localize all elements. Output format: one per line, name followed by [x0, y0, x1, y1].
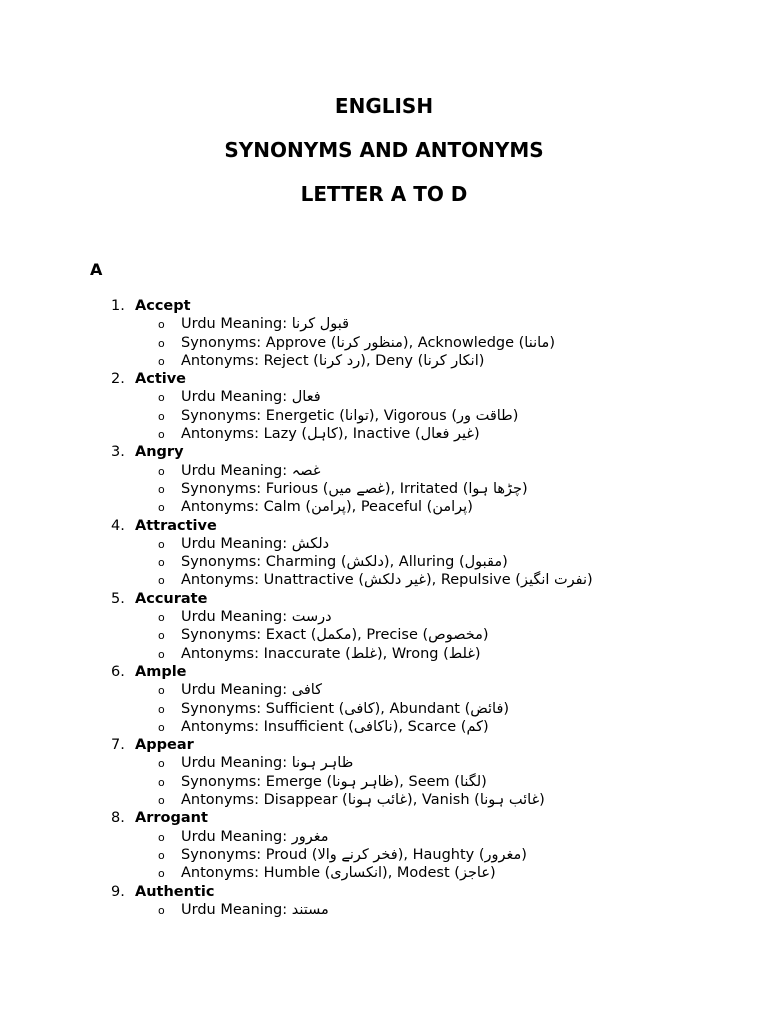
word-list: [0, 297, 768, 919]
word-detail-item: [0, 791, 768, 809]
detail-value: ظاہر ہونا: [291, 755, 354, 772]
circle-bullet-icon: o: [158, 702, 165, 716]
word-detail-text: [181, 352, 484, 370]
word-detail-item: [0, 846, 768, 864]
word-entry: [0, 297, 768, 370]
word-detail-text: [181, 645, 481, 663]
detail-label: Urdu Meaning:: [181, 462, 288, 479]
document-range: LETTER A TO D: [300, 182, 468, 206]
word-detail-text: [181, 498, 473, 516]
word-number: 2.: [111, 371, 125, 388]
detail-label: Antonyms:: [181, 865, 260, 882]
circle-bullet-icon: o: [158, 903, 165, 917]
word-detail-text: [181, 754, 353, 772]
circle-bullet-icon: o: [158, 556, 165, 570]
word-term: Appear: [135, 737, 194, 754]
detail-value: درست: [291, 609, 332, 626]
detail-label: Synonyms:: [181, 407, 262, 424]
word-detail-text: [181, 315, 349, 333]
circle-bullet-icon: o: [158, 482, 165, 496]
word-detail-item: [0, 388, 768, 406]
circle-bullet-icon: o: [158, 830, 165, 844]
word-detail-item: [0, 571, 768, 589]
detail-value: Emerge (ظاہر ہونا), Seem (لگنا): [265, 773, 487, 790]
detail-value: Furious (غصے میں), Irritated (چڑھا ہوا): [265, 480, 528, 497]
word-entry: [0, 809, 768, 882]
word-detail-item: [0, 352, 768, 370]
word-entry: [0, 590, 768, 663]
word-entry: [0, 736, 768, 809]
detail-label: Synonyms:: [181, 480, 262, 497]
circle-bullet-icon: o: [158, 391, 165, 405]
word-detail-text: [181, 388, 321, 406]
word-detail-text: [181, 462, 320, 480]
word-term: Angry: [135, 444, 184, 461]
word-detail-item: [0, 535, 768, 553]
word-detail-text: [181, 791, 545, 809]
detail-label: Synonyms:: [181, 334, 262, 351]
detail-value: Lazy (کاہل), Inactive (غیر فعال): [263, 426, 480, 443]
word-detail-item: [0, 700, 768, 718]
word-number: 4.: [111, 517, 125, 534]
word-term: Authentic: [135, 883, 215, 900]
word-detail-item: [0, 334, 768, 352]
word-detail-list: [0, 901, 768, 919]
word-detail-list: [0, 315, 768, 370]
word-heading-row: [0, 883, 768, 901]
circle-bullet-icon: o: [158, 501, 165, 515]
circle-bullet-icon: o: [158, 537, 165, 551]
word-heading-row: [0, 663, 768, 681]
circle-bullet-icon: o: [158, 720, 165, 734]
detail-label: Antonyms:: [181, 426, 260, 443]
detail-label: Urdu Meaning:: [181, 755, 288, 772]
word-entry: [0, 663, 768, 736]
detail-value: غصہ: [291, 462, 321, 479]
word-detail-item: [0, 553, 768, 571]
detail-value: Charming (دلکش), Alluring (مقبول): [265, 554, 508, 571]
detail-value: Proud (فخر کرنے والا), Haughty (مغرور): [265, 846, 527, 863]
detail-label: Antonyms:: [181, 792, 260, 809]
detail-label: Urdu Meaning:: [181, 682, 288, 699]
word-term: Accept: [135, 298, 191, 314]
word-detail-list: [0, 388, 768, 443]
word-detail-item: [0, 407, 768, 425]
word-detail-item: [0, 773, 768, 791]
word-detail-text: [181, 407, 518, 425]
word-detail-text: [181, 535, 329, 553]
word-detail-item: [0, 425, 768, 443]
word-number: 9.: [111, 883, 125, 900]
detail-value: Inaccurate (غلط), Wrong (غلط): [263, 645, 481, 662]
word-detail-text: [181, 571, 593, 589]
detail-value: Insufficient (ناکافی), Scarce (کم): [263, 718, 489, 735]
circle-bullet-icon: o: [158, 794, 165, 808]
word-detail-item: [0, 645, 768, 663]
word-detail-list: [0, 535, 768, 590]
detail-label: Antonyms:: [181, 572, 260, 589]
word-detail-text: [181, 864, 496, 882]
word-detail-text: [181, 846, 527, 864]
detail-value: Sufficient (کافی), Abundant (فائض): [265, 700, 510, 717]
word-entry: [0, 517, 768, 590]
word-term: Ample: [135, 663, 187, 680]
word-heading-row: [0, 809, 768, 827]
word-detail-item: [0, 864, 768, 882]
detail-value: کافی: [291, 682, 323, 699]
detail-value: مستند: [291, 901, 329, 918]
document-subtitle: SYNONYMS AND ANTONYMS: [224, 138, 544, 162]
word-heading-row: [0, 370, 768, 388]
word-detail-list: [0, 462, 768, 517]
word-heading-row: [0, 517, 768, 535]
word-detail-text: [181, 626, 489, 644]
document-title: ENGLISH: [334, 94, 434, 118]
detail-value: فعال: [291, 389, 321, 406]
word-detail-list: [0, 828, 768, 883]
word-detail-item: [0, 315, 768, 333]
word-heading-row: [0, 590, 768, 608]
circle-bullet-icon: o: [158, 867, 165, 881]
word-term: Accurate: [135, 590, 208, 607]
word-detail-text: [181, 681, 322, 699]
detail-label: Synonyms:: [181, 627, 262, 644]
word-detail-item: [0, 608, 768, 626]
detail-value: Approve (منظور کرنا), Acknowledge (ماننا): [265, 334, 555, 351]
word-heading-row: [0, 736, 768, 754]
word-detail-item: [0, 754, 768, 772]
word-entry: [0, 443, 768, 516]
detail-label: Synonyms:: [181, 554, 262, 571]
detail-label: Urdu Meaning:: [181, 609, 288, 626]
word-detail-item: [0, 498, 768, 516]
detail-label: Synonyms:: [181, 846, 262, 863]
detail-value: Disappear (غائب ہونا), Vanish (غائب ہونا): [263, 792, 545, 809]
word-detail-text: [181, 608, 332, 626]
word-detail-list: [0, 681, 768, 736]
detail-value: قبول کرنا: [291, 316, 350, 333]
word-term: Attractive: [135, 517, 217, 534]
word-detail-text: [181, 700, 509, 718]
detail-label: Antonyms:: [181, 499, 260, 516]
circle-bullet-icon: o: [158, 409, 165, 423]
detail-value: Unattractive (غیر دلکش), Repulsive (نفرت انگیز): [263, 572, 593, 589]
circle-bullet-icon: o: [158, 684, 165, 698]
word-number: 6.: [111, 663, 125, 680]
detail-label: Urdu Meaning:: [181, 316, 288, 333]
circle-bullet-icon: o: [158, 464, 165, 478]
word-detail-text: [181, 334, 555, 352]
word-detail-text: [181, 773, 487, 791]
circle-bullet-icon: o: [158, 318, 165, 332]
word-heading-row: [0, 297, 768, 315]
detail-label: Urdu Meaning:: [181, 389, 288, 406]
circle-bullet-icon: o: [158, 775, 165, 789]
document-title-block: [0, 92, 768, 224]
detail-label: Urdu Meaning:: [181, 901, 288, 918]
word-number: 5.: [111, 590, 125, 607]
word-detail-text: [181, 425, 480, 443]
detail-label: Urdu Meaning:: [181, 828, 288, 845]
word-term: Arrogant: [135, 810, 208, 827]
detail-value: Humble (انکساری), Modest (عاجز): [263, 865, 496, 882]
circle-bullet-icon: o: [158, 757, 165, 771]
detail-value: Calm (پرامن), Peaceful (پرامن): [263, 499, 473, 516]
circle-bullet-icon: o: [158, 428, 165, 442]
word-detail-item: [0, 462, 768, 480]
detail-value: مغرور: [291, 828, 329, 845]
word-detail-text: [181, 718, 489, 736]
detail-label: Antonyms:: [181, 352, 260, 369]
circle-bullet-icon: o: [158, 647, 165, 661]
circle-bullet-icon: o: [158, 336, 165, 350]
detail-label: Antonyms:: [181, 718, 260, 735]
word-detail-item: [0, 480, 768, 498]
detail-value: Reject (رد کرنا), Deny (انکار کرنا): [263, 352, 485, 369]
detail-value: Energetic (توانا), Vigorous (طاقت ور): [265, 407, 519, 424]
detail-value: Exact (مکمل), Precise (مخصوص): [265, 627, 489, 644]
word-number: 8.: [111, 810, 125, 827]
detail-label: Synonyms:: [181, 700, 262, 717]
word-number: 7.: [111, 737, 125, 754]
word-detail-list: [0, 754, 768, 809]
word-detail-text: [181, 553, 508, 571]
section-heading-letter: A: [90, 260, 103, 279]
word-heading-row: [0, 443, 768, 461]
circle-bullet-icon: o: [158, 629, 165, 643]
circle-bullet-icon: o: [158, 354, 165, 368]
word-detail-text: [181, 828, 329, 846]
circle-bullet-icon: o: [158, 611, 165, 625]
detail-label: Synonyms:: [181, 773, 262, 790]
word-detail-text: [181, 480, 528, 498]
word-detail-item: [0, 828, 768, 846]
circle-bullet-icon: o: [158, 574, 165, 588]
word-detail-item: [0, 901, 768, 919]
word-number: 1.: [111, 298, 125, 314]
circle-bullet-icon: o: [158, 848, 165, 862]
word-detail-text: [181, 901, 329, 919]
word-entry: [0, 883, 768, 920]
word-detail-list: [0, 608, 768, 663]
detail-label: Antonyms:: [181, 645, 260, 662]
word-detail-item: [0, 718, 768, 736]
word-detail-item: [0, 681, 768, 699]
detail-value: دلکش: [291, 535, 330, 552]
word-number: 3.: [111, 444, 125, 461]
word-entry: [0, 370, 768, 443]
detail-label: Urdu Meaning:: [181, 535, 288, 552]
word-term: Active: [135, 371, 187, 388]
word-detail-item: [0, 626, 768, 644]
